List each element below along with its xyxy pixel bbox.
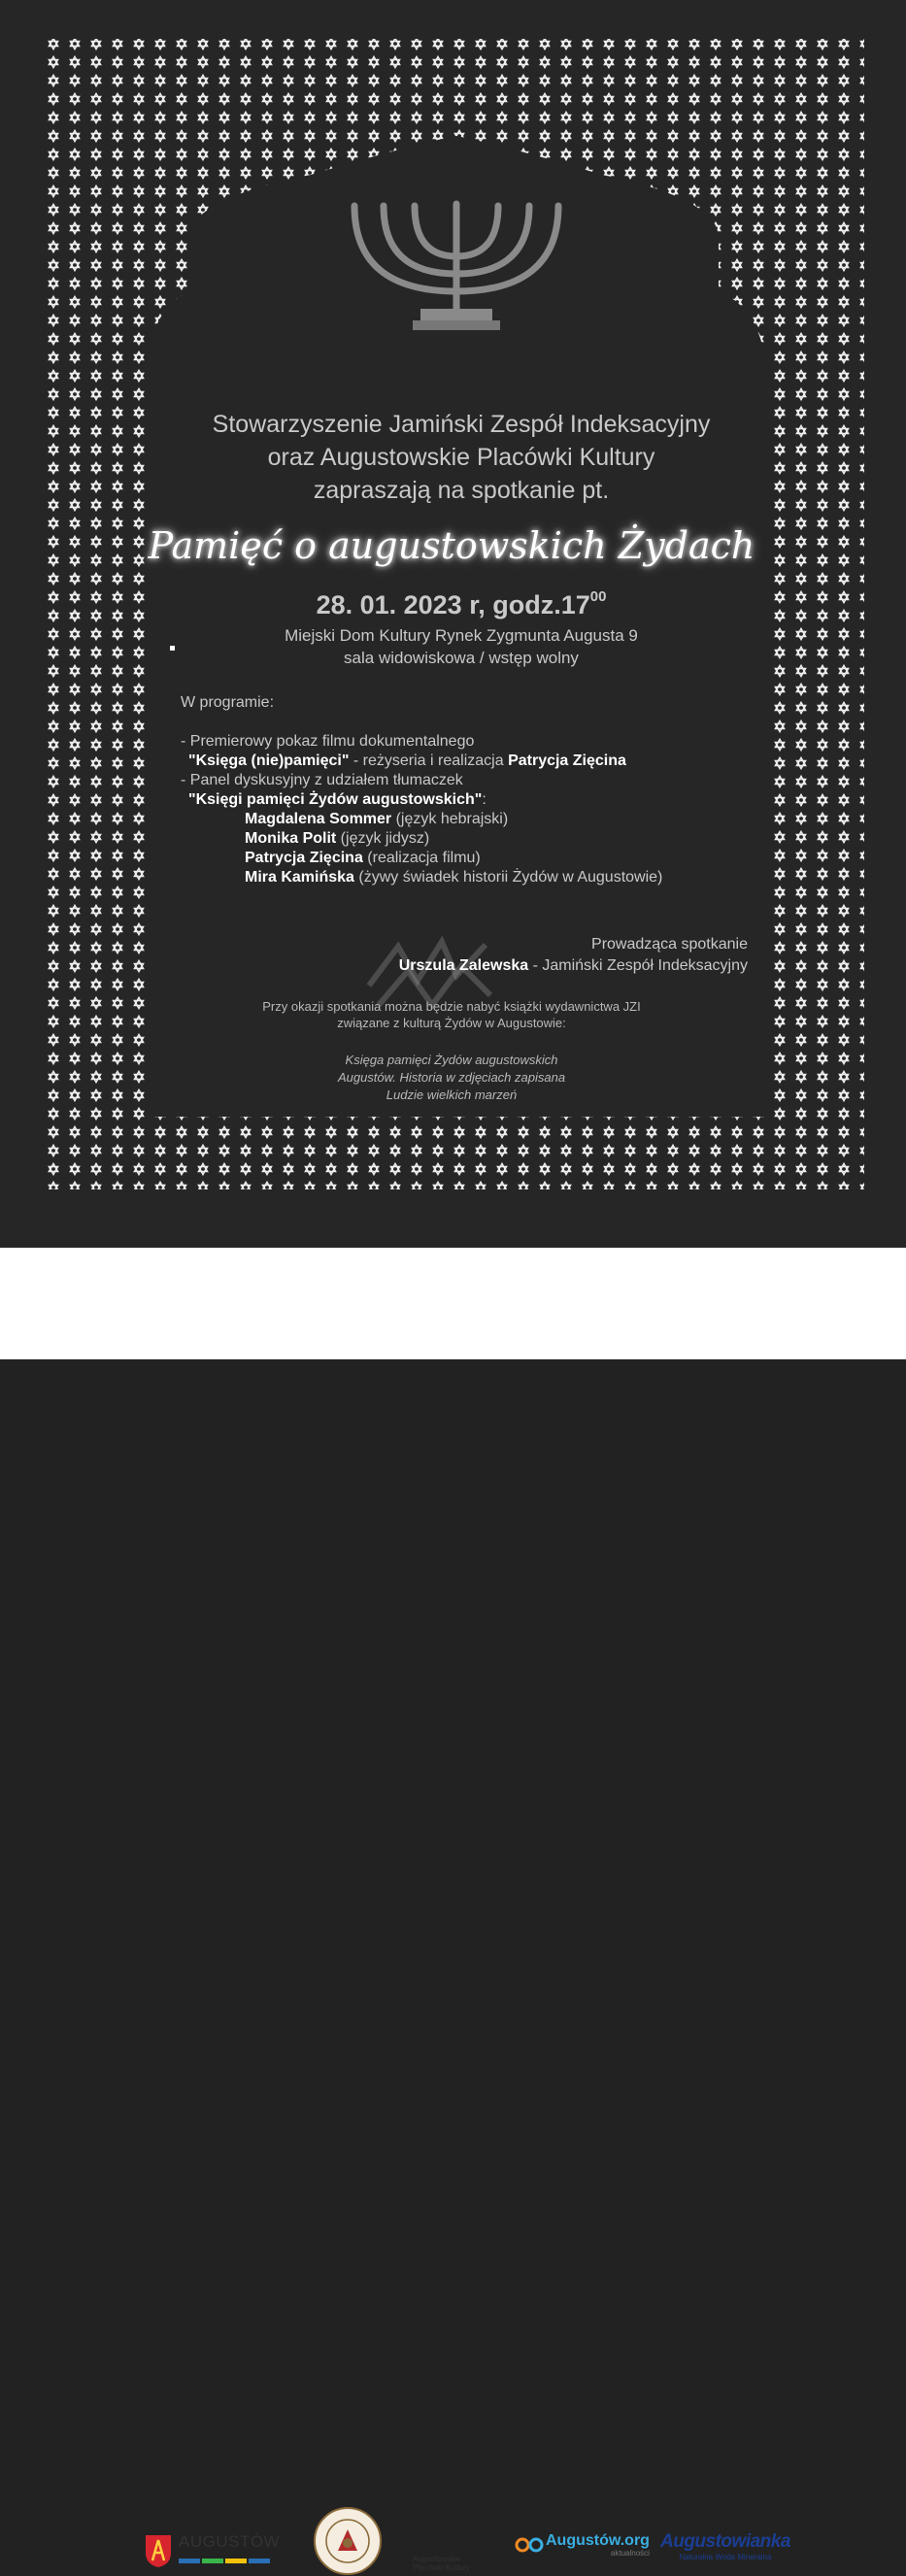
bullet-mark — [170, 646, 175, 651]
panelist: Magdalena Sommer (język hebrajski) — [245, 811, 509, 827]
panelist: Mira Kamińska (żywy świadek historii Żydów w Augustowie) — [245, 869, 663, 886]
book-item: Ludzie wielkich marzeń — [386, 1087, 518, 1102]
city-crest-icon — [144, 2533, 173, 2568]
panel-title: "Księgi pamięci Żydów augustowskich" — [188, 791, 483, 808]
program-item-2: - Panel dyskusyjny z udziałem tłumaczek — [181, 772, 463, 788]
venue — [146, 624, 777, 669]
poster — [0, 0, 906, 1248]
host — [291, 934, 748, 977]
event-title: Pamięć o augustowskich Żydach — [148, 524, 755, 567]
org-line-2: oraz Augustowskie Placówki Kultury — [267, 444, 655, 471]
host-org: - Jamiński Zespół Indeksacyjny — [528, 957, 748, 974]
apk-mark: APK — [413, 2525, 475, 2557]
org-line-3: zapraszają na spotkanie pt. — [313, 477, 610, 504]
seal-icon — [313, 2506, 383, 2576]
book-list — [243, 1052, 660, 1104]
film-title: "Księga (nie)pamięci" — [188, 753, 350, 769]
color-stripe — [179, 2559, 285, 2564]
program-item-1: - Premierowy pokaz filmu dokumentalnego — [181, 733, 475, 750]
venue-line-1: Miejski Dom Kultury Rynek Zygmunta Augusta 9 — [285, 626, 638, 645]
program — [181, 693, 783, 887]
time-minutes: 00 — [589, 588, 607, 605]
panelist: Patrycja Zięcina (realizacja filmu) — [245, 850, 481, 866]
jzi-seal[interactable] — [313, 2506, 383, 2576]
org-line-1: Stowarzyszenie Jamiński Zespół Indeksacyjny — [212, 411, 711, 438]
book-item: Księga pamięci Żydów augustowskich — [345, 1053, 558, 1067]
film-line — [181, 752, 783, 771]
brand-name: Augustowianka — [660, 2531, 790, 2552]
venue-line-2: sala widowiskowa / wstęp wolny — [344, 649, 579, 667]
program-heading: W programie: — [181, 694, 275, 711]
portal-name: Augustów.org — [546, 2532, 650, 2549]
apk-logo[interactable]: APK Augustowskie Placówki Kultury — [413, 2525, 475, 2572]
host-line — [291, 955, 748, 977]
organizers — [146, 408, 777, 507]
augustowianka-logo[interactable]: Augustowianka Naturalna Woda Mineralna — [660, 2531, 790, 2561]
event-date — [146, 590, 777, 620]
panelist: Monika Polit (język jidysz) — [245, 830, 430, 847]
sponsor-footer — [0, 1248, 906, 2572]
menorah-icon — [345, 194, 568, 335]
portal-logo[interactable]: Augustów.org aktualności — [515, 2532, 650, 2558]
host-label: Prowadząca spotkanie — [591, 936, 748, 953]
film-director: Patrycja Zięcina — [508, 753, 626, 769]
date-text: 28. 01. 2023 r, godz.17 — [316, 590, 590, 619]
host-name: Urszula Zalewska — [398, 957, 529, 974]
portal-icon — [515, 2536, 546, 2554]
panel-line: "Księgi pamięci Żydów augustowskich": — [188, 791, 487, 808]
augustow-label: AUGUSTÓW — [179, 2532, 281, 2551]
augustow-logo[interactable] — [144, 2532, 285, 2569]
book-item: Augustów. Historia w zdjęciach zapisana — [337, 1070, 566, 1085]
film-credit: - reżyseria i realizacja — [349, 753, 509, 769]
books-note: Przy okazji spotkania można będzie nabyć książki wydawnictwa JZI związane z kulturą Żydów w Augustowie: — [262, 999, 641, 1030]
